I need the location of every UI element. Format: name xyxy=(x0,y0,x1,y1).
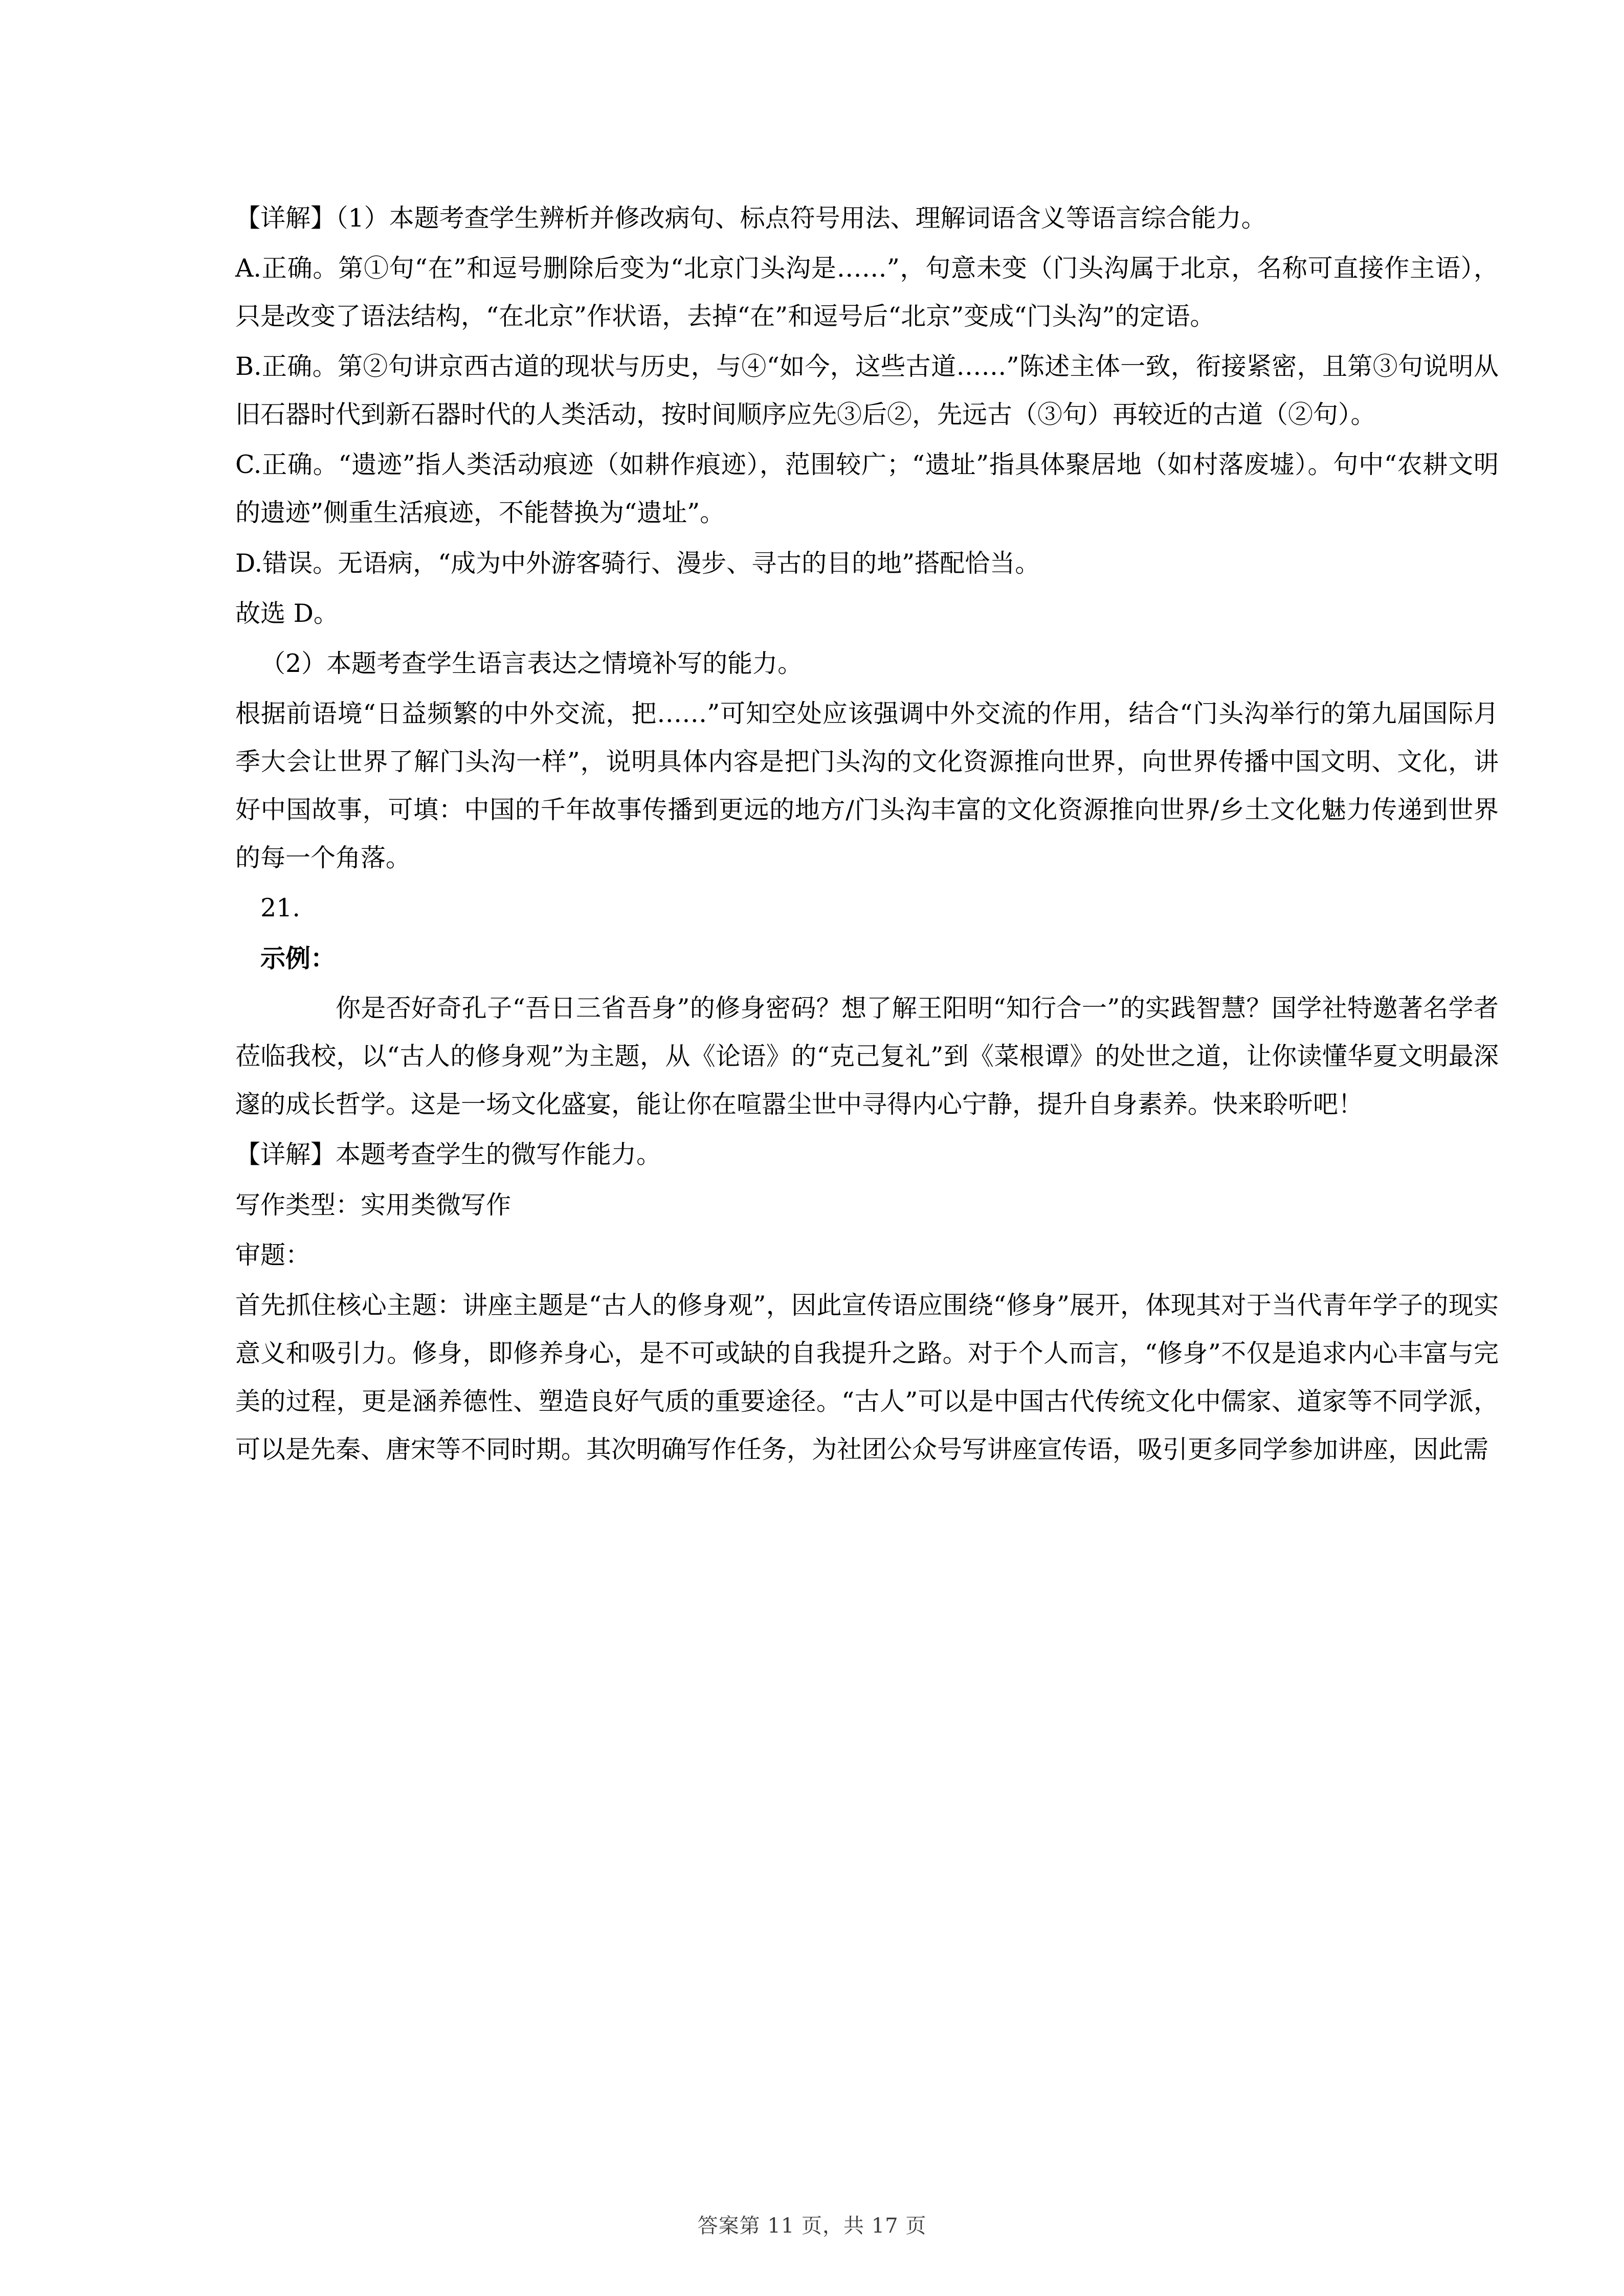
paragraph-option-c: C.正确。“遗迹”指人类活动痕迹（如耕作痕迹），范围较广；“遗址”指具体聚居地（如村落废墟）。句中“农耕文明的遗迹”侧重生活痕迹，不能替换为“遗址”。 xyxy=(235,450,1499,528)
paragraph-topic-label: 审题： xyxy=(235,1240,311,1270)
paragraph-topic-analysis: 首先抓住核心主题：讲座主题是“古人的修身观”，因此宣传语应围绕“修身”展开，体现其对于当代青年学子的现实意义和吸引力。修身，即修养身心，是不可或缺的自我提升之路。对于个人而言，“修身”不仅是追求内心丰富与完美的过程，更是涵养德性、塑造良好气质的重要途径。“古人”可以是中国古代传统文化中儒家、道家等不同学派，可以是先秦、唐宋等不同时期。其次明确写作任务，为社团公众号写讲座宣传语，吸引更多同学参加讲座，因此需 xyxy=(235,1290,1499,1464)
paragraph-detail-analysis-2: （2）本题考查学生语言表达之情境补写的能力。 xyxy=(260,648,803,678)
paragraph-detail-analysis-intro: 【详解】（1）本题考查学生辨析并修改病句、标点符号用法、理解词语含义等语言综合能力。 xyxy=(235,204,1266,233)
paragraph-detail-analysis-3: 【详解】本题考查学生的微写作能力。 xyxy=(235,1140,662,1169)
page-footer: 答案第 11 页，共 17 页 xyxy=(697,2214,927,2238)
paragraph-context-analysis: 根据前语境“日益频繁的中外交流，把……”可知空处应该强调中外交流的作用，结合“门头沟举行的第九届国际月季大会让世界了解门头沟一样”，说明具体内容是把门头沟的文化资源推向世界，向世界传播中国文明、文化，讲好中国故事，可填：中国的千年故事传播到更远的地方/门头沟丰富的文化资源推向世界/乡土文化魅力传递到世界的每一个角落。 xyxy=(235,699,1499,873)
paragraph-option-a: A.正确。第①句“在”和逗号删除后变为“北京门头沟是……”，句意未变（门头沟属于北京，名称可直接作主语），只是改变了语法结构，“在北京”作状语，去掉“在”和逗号后“北京”变成“门头沟”的定语。 xyxy=(235,254,1499,331)
paragraph-writing-type: 写作类型：实用类微写作 xyxy=(235,1190,511,1220)
paragraph-example-body: 你是否好奇孔子“吾日三省吾身”的修身密码？想了解王阳明“知行合一”的实践智慧？国学社特邀著名学者莅临我校，以“古人的修身观”为主题，从《论语》的“克己复礼”到《菜根谭》的处世之道，让你读懂华夏文明最深邃的成长哲学。这是一场文化盛宴，能让你在喧嚣尘世中寻得内心宁静，提升自身素养。快来聆听吧！ xyxy=(235,994,1499,1119)
paragraph-option-b: B.正确。第②句讲京西古道的现状与历史，与④“如今，这些古道……”陈述主体一致，衔接紧密，且第③句说明从旧石器时代到新石器时代的人类活动，按时间顺序应先③后②，先远古（③句）再较近的古道（②句）。 xyxy=(235,352,1499,430)
document-body xyxy=(235,194,1499,1474)
paragraph-option-d: D.错误。无语病，“成为中外游客骑行、漫步、寻古的目的地”搭配恰当。 xyxy=(235,548,1040,578)
paragraph-answer-choice: 故选 D。 xyxy=(235,598,339,628)
paragraph-example-label: 示例： xyxy=(260,943,336,974)
paragraph-question-number: 21. xyxy=(260,893,300,923)
